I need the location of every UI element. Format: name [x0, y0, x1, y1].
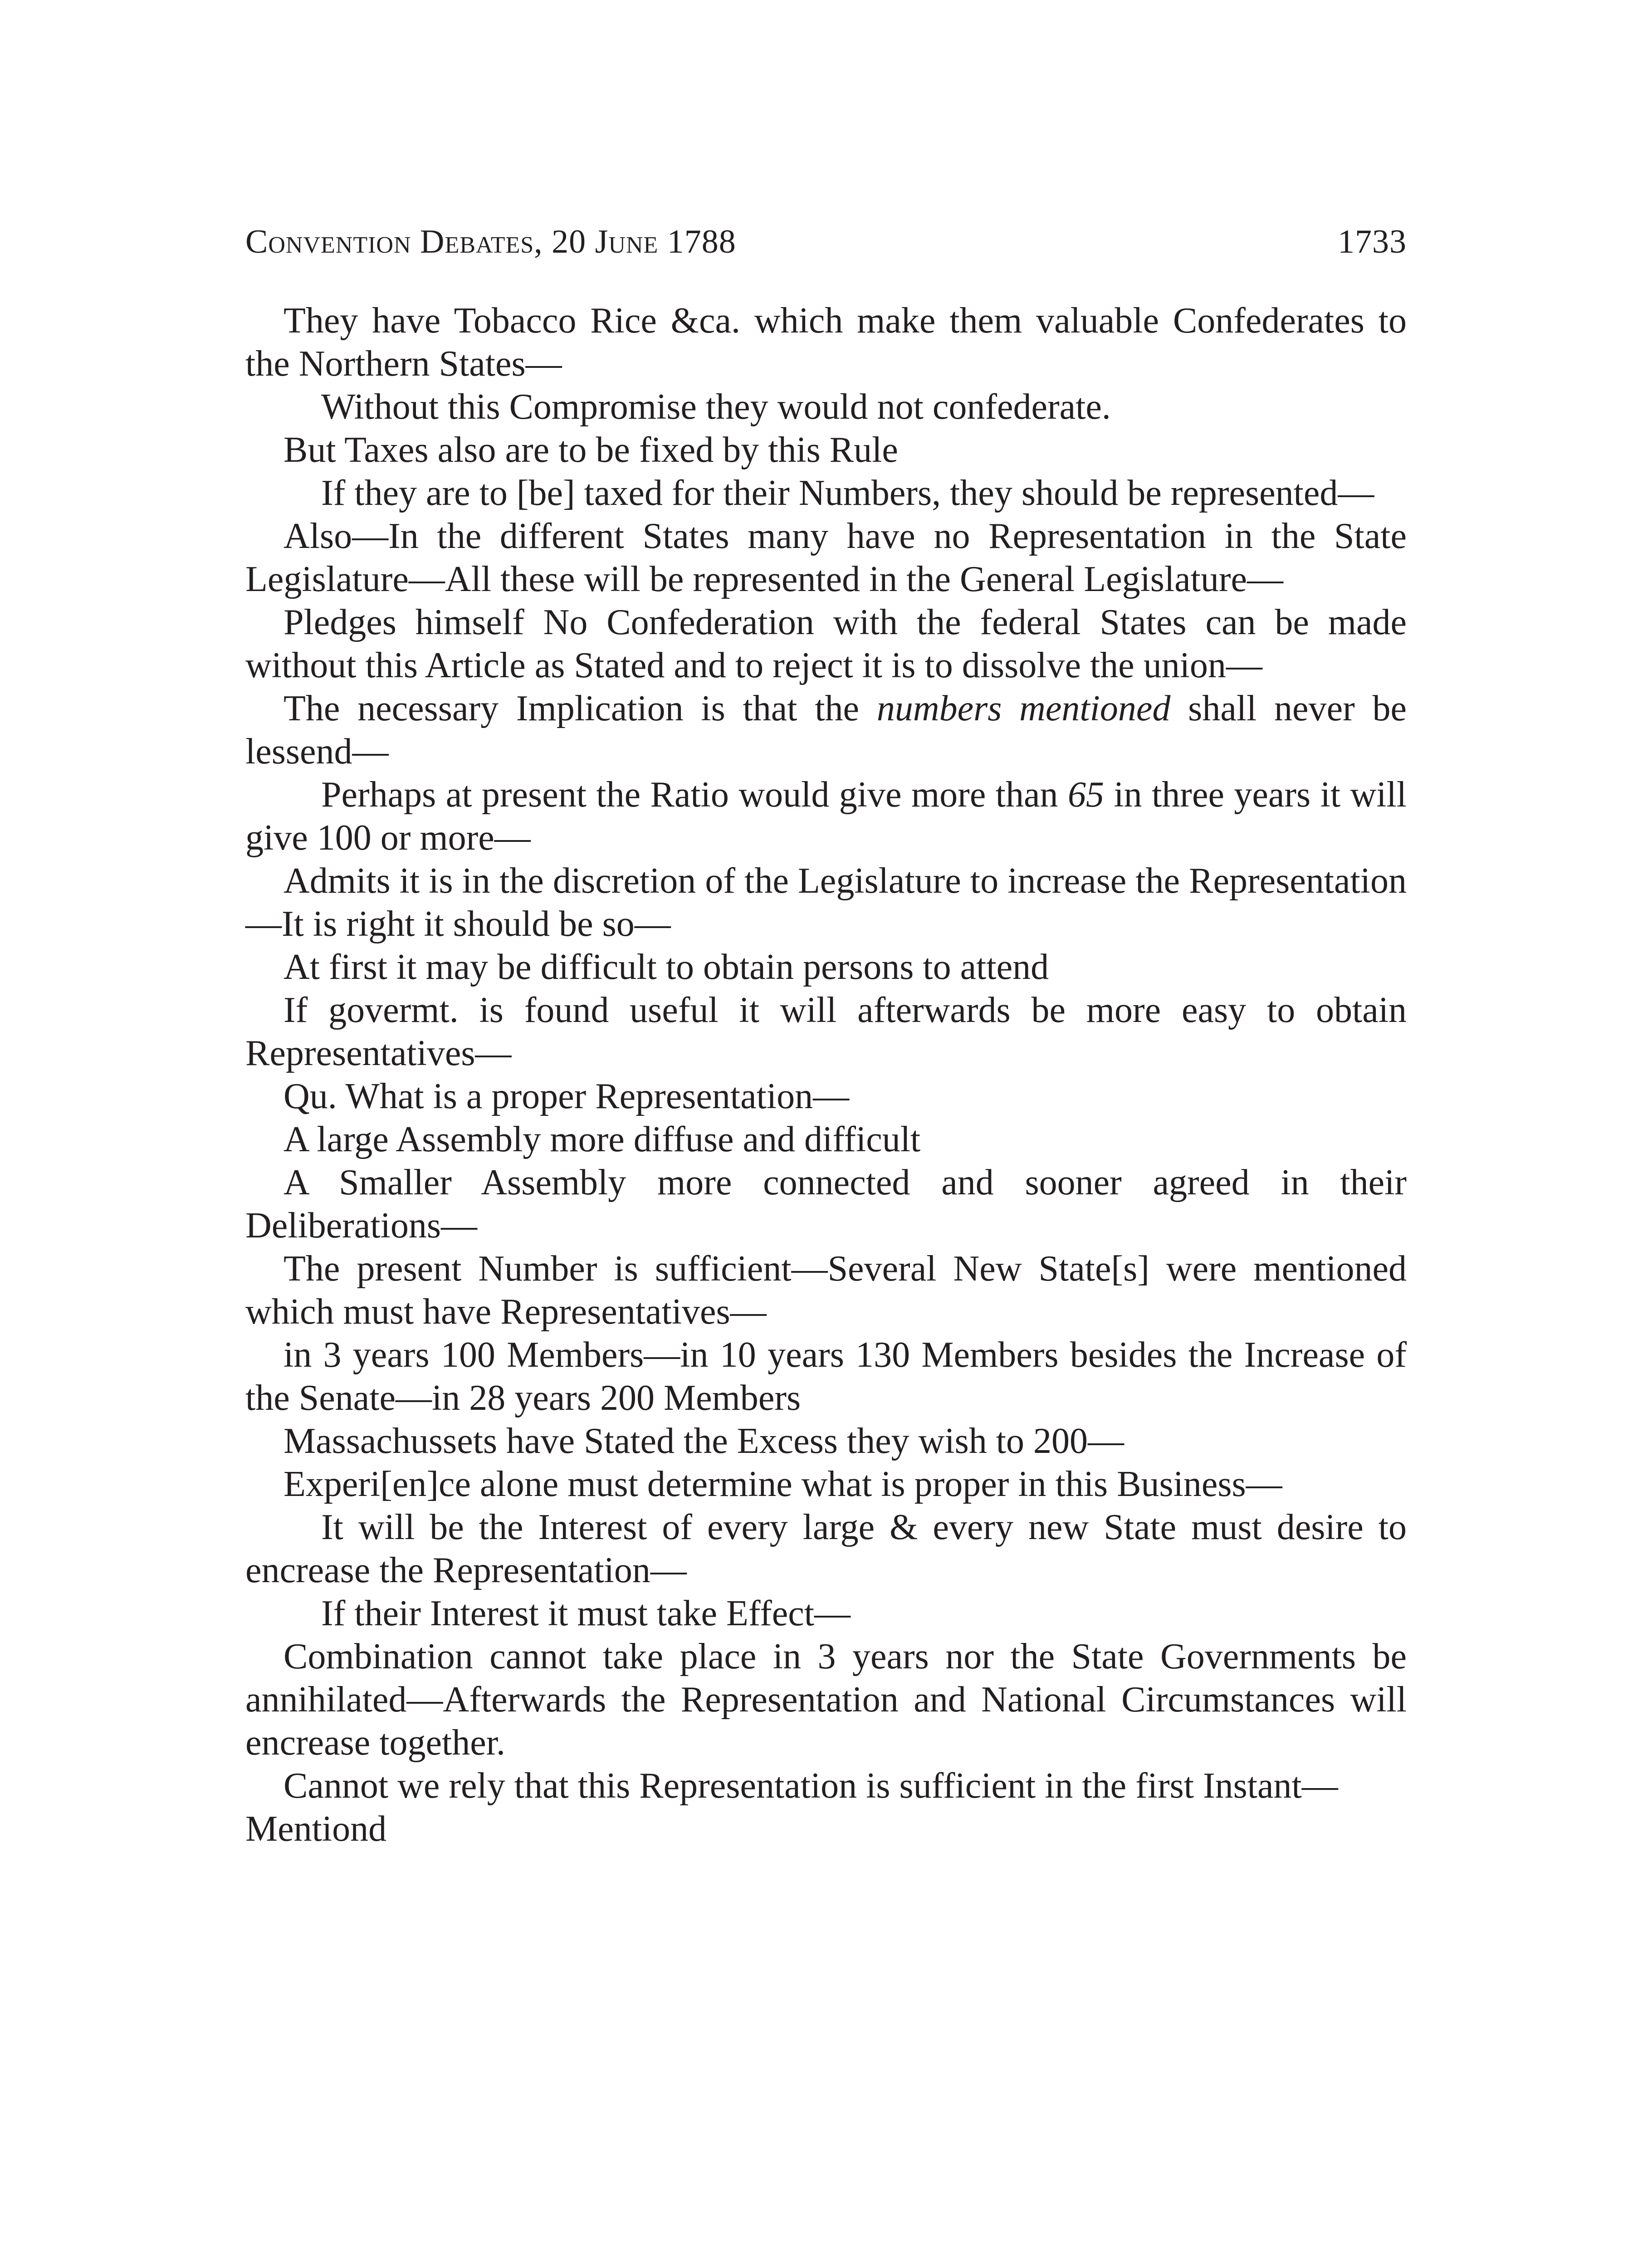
paragraph: Admits it is in the discretion of the Legislature to increase the Representation—It is right it should be so— [245, 861, 1407, 944]
running-head [245, 217, 1407, 267]
paragraph: If govermt. is found useful it will afterwards be more easy to obtain Representatives— [245, 990, 1407, 1073]
paragraph: Pledges himself No Confederation with the federal States can be made without this Article as Stated and to reject it is to dissolve the union— [245, 602, 1407, 685]
running-head-title: Convention Debates, 20 June 1788 [245, 223, 736, 260]
paragraph: Experi[en]ce alone must determine what is proper in this Business— [284, 1464, 1282, 1504]
italic-emphasis: numbers mentioned [876, 689, 1171, 728]
paragraph-text: The necessary Implication is that the [284, 689, 877, 728]
paragraph: If they are to [be] taxed for their Numbers, they should be represented— [321, 473, 1374, 513]
paragraph: At first it may be difficult to obtain persons to attend [284, 947, 1049, 987]
paragraph: Also—In the different States many have no Representation in the State Legislature—All these will be represented in the General Legislature— [245, 516, 1407, 599]
paragraph: Mentiond [245, 1809, 387, 1849]
paragraph: Without this Compromise they would not confederate. [321, 387, 1111, 427]
body-text [245, 299, 1407, 1851]
paragraph-text: Perhaps at present the Ratio would give more than [321, 775, 1068, 815]
paragraph-text: shall never be lessend— [245, 689, 1407, 772]
paragraph: Massachussets have Stated the Excess they wish to 200— [284, 1421, 1125, 1461]
paragraph: The present Number is sufficient—Several New State[s] were mentioned which must have Representatives— [245, 1249, 1407, 1332]
paragraph: Qu. What is a proper Representation— [284, 1076, 850, 1116]
paragraph: Combination cannot take place in 3 years nor the State Governments be annihilated—Afterwards the Representation and National Circumstances will encrease together. [245, 1637, 1407, 1763]
paragraph: They have Tobacco Rice &ca. which make them valuable Confederates to the Northern States— [245, 301, 1407, 384]
paragraph [245, 773, 1407, 860]
paragraph [245, 687, 1407, 773]
paragraph: If their Interest it must take Effect— [321, 1593, 851, 1633]
paragraph: A Smaller Assembly more connected and sooner agreed in their Deliberations— [245, 1163, 1407, 1246]
italic-emphasis: 65 [1067, 775, 1104, 815]
paragraph: It will be the Interest of every large & every new State must desire to encrease the Representation— [245, 1507, 1407, 1590]
paragraph: in 3 years 100 Members—in 10 years 130 Members besides the Increase of the Senate—in 28 years 200 Members [245, 1335, 1407, 1418]
page-number: 1733 [1338, 223, 1407, 260]
paragraph: A large Assembly more diffuse and difficult [284, 1119, 921, 1159]
paragraph: Cannot we rely that this Representation is sufficient in the first Instant— [284, 1766, 1338, 1806]
paragraph: But Taxes also are to be fixed by this Rule [284, 430, 898, 470]
paragraph-text: in three years it will give 100 or more— [245, 775, 1407, 858]
